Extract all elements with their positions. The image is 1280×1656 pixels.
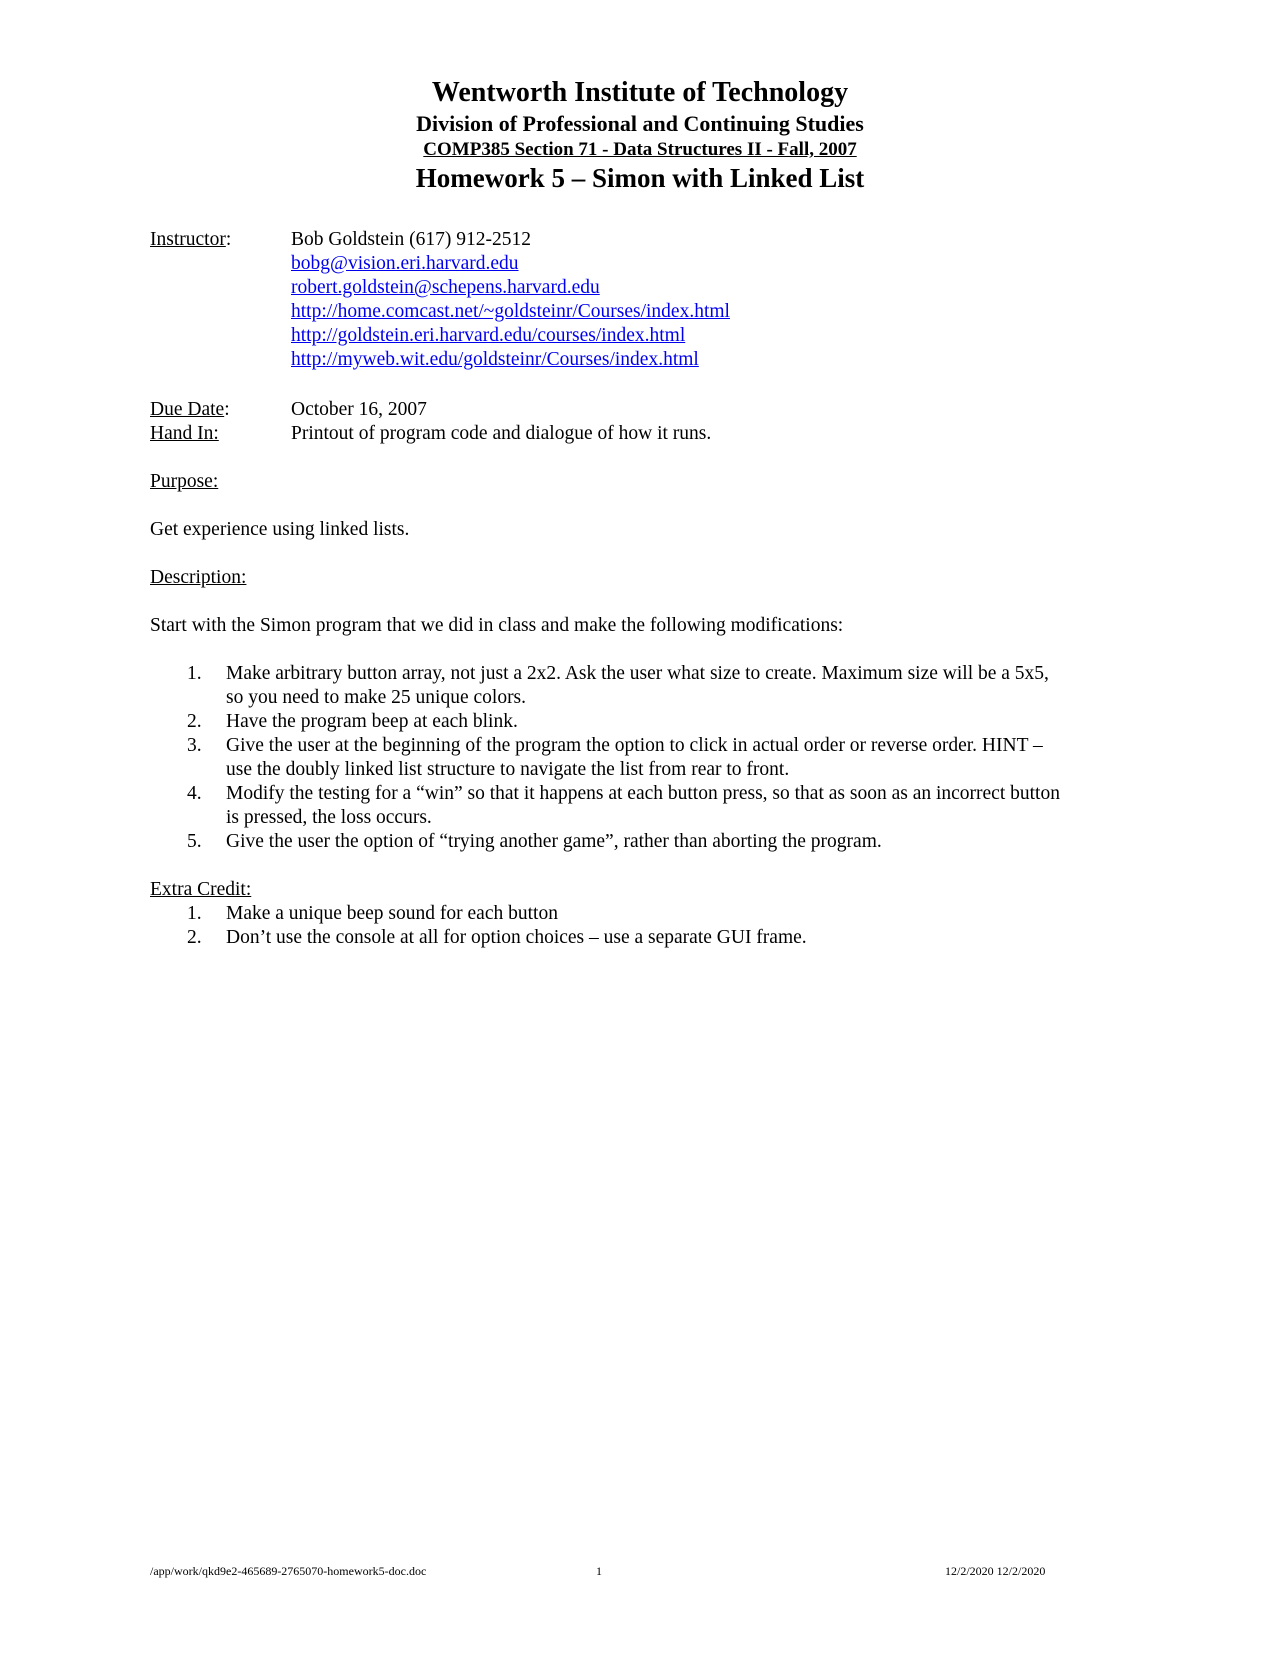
email-link-1[interactable]: bobg@vision.eri.harvard.edu xyxy=(291,253,519,274)
course-title: COMP385 Section 71 - Data Structures II - Fall, 2007 xyxy=(423,139,857,160)
course-url-link-2[interactable]: http://goldstein.eri.harvard.edu/courses/index.html xyxy=(291,325,686,346)
homework-title: Homework 5 – Simon with Linked List xyxy=(415,163,865,193)
list-item-text: Give the user the option of “trying another game”, rather than aborting the program. xyxy=(226,831,882,852)
hand-in-label: Hand In: xyxy=(150,423,219,444)
course-url-link-3[interactable]: http://myweb.wit.edu/goldsteinr/Courses/index.html xyxy=(291,349,699,370)
footer-page-number: 1 xyxy=(596,1564,602,1578)
list-item-number: 1. xyxy=(187,663,202,684)
purpose-text: Get experience using linked lists. xyxy=(150,519,410,540)
list-item-text-continued: use the doubly linked list structure to navigate the list from rear to front. xyxy=(226,759,790,780)
footer-dates: 12/2/2020 12/2/2020 xyxy=(945,1564,1046,1578)
due-date-label-colon: : xyxy=(224,399,230,420)
list-item-text: Don’t use the console at all for option choices – use a separate GUI frame. xyxy=(226,927,807,948)
list-item-number: 4. xyxy=(187,783,202,804)
list-item-number: 2. xyxy=(187,927,202,948)
due-date-value: October 16, 2007 xyxy=(291,399,427,420)
list-item-text: Have the program beep at each blink. xyxy=(226,711,518,732)
instructor-name-phone: Bob Goldstein (617) 912-2512 xyxy=(291,229,531,250)
list-item-text: Modify the testing for a “win” so that it happens at each button press, so that as soon as an incorrect button xyxy=(226,783,1060,804)
description-intro: Start with the Simon program that we did in class and make the following modifications: xyxy=(150,615,844,636)
hand-in-value: Printout of program code and dialogue of how it runs. xyxy=(291,423,712,444)
list-item-number: 2. xyxy=(187,711,202,732)
email-link-2[interactable]: robert.goldstein@schepens.harvard.edu xyxy=(291,277,600,298)
list-item-text: Make arbitrary button array, not just a 2x2. Ask the user what size to create. Maximum size will be a 5x5, xyxy=(226,663,1049,684)
institute-title: Wentworth Institute of Technology xyxy=(431,77,849,108)
list-item-text: Make a unique beep sound for each button xyxy=(226,903,558,924)
instructor-label: Instructor xyxy=(150,229,226,250)
course-url-link-1[interactable]: http://home.comcast.net/~goldsteinr/Courses/index.html xyxy=(291,301,730,322)
due-date-label: Due Date xyxy=(150,399,225,420)
list-item-number: 5. xyxy=(187,831,202,852)
purpose-heading: Purpose: xyxy=(150,471,219,492)
due-date-label-row xyxy=(150,398,230,422)
description-heading: Description: xyxy=(150,567,247,588)
extra-credit-heading: Extra Credit: xyxy=(150,879,252,900)
footer-file-path: /app/work/qkd9e2-465689-2765070-homework5-doc.doc xyxy=(150,1564,427,1578)
list-item-number: 3. xyxy=(187,735,202,756)
list-item-text: Give the user at the beginning of the program the option to click in actual order or reverse order. HINT – xyxy=(226,735,1043,756)
list-item-text-continued: so you need to make 25 unique colors. xyxy=(226,687,527,708)
instructor-label-colon: : xyxy=(225,229,232,250)
list-item-number: 1. xyxy=(187,903,202,924)
list-item-text-continued: is pressed, the loss occurs. xyxy=(226,807,432,828)
instructor-label-row xyxy=(150,228,231,252)
division-title: Division of Professional and Continuing Studies xyxy=(416,111,864,136)
